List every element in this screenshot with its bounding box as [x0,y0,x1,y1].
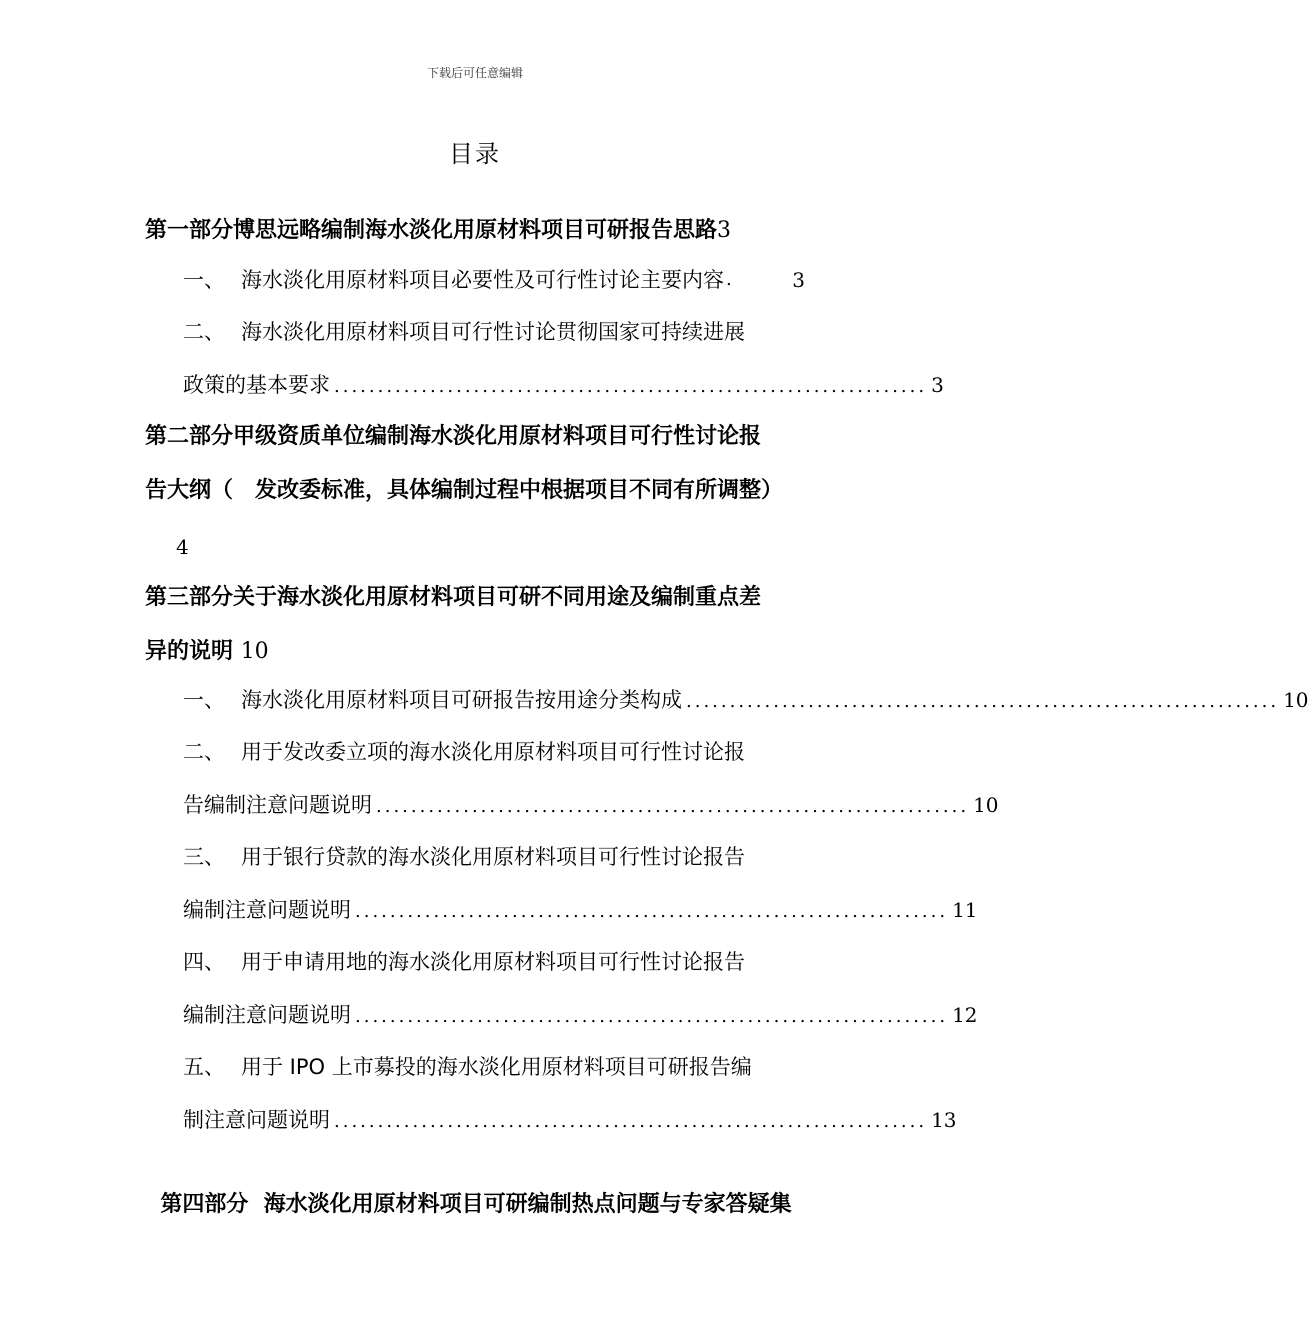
toc-part-3-page: 10 [240,639,269,664]
toc-item-3-3-number: 三、 [183,845,225,869]
toc-part-3-line1: 第三部分关于海水淡化用原材料项目可研不同用途及编制重点差 [145,585,762,610]
toc-item-3-2-cont-text: 告编制注意问题说明 [183,793,372,817]
toc-item-3-1-number: 一、 [183,688,225,712]
toc-item-3-3-cont-text: 编制注意问题说明 [183,898,351,922]
toc-item-1-2-text: 海水淡化用原材料项目可行性讨论贯彻国家可持续进展 [241,320,745,344]
toc-item-1-1-leader: . [726,269,732,290]
toc-item-3-4[interactable] [183,946,805,978]
toc-item-3-5-number: 五、 [183,1055,225,1079]
toc-item-3-4-page: 12 [952,1003,978,1027]
toc-dot-leader: .................................................................... [355,901,949,922]
toc-item-3-5-cont[interactable] [183,1104,957,1136]
toc-item-3-1-page: 10 [1283,688,1309,712]
toc-item-1-2-page: 3 [931,373,944,397]
toc-item-1-1-number: 一、 [183,268,225,292]
toc-item-3-3-text: 用于银行贷款的海水淡化用原材料项目可行性讨论报告 [241,845,745,869]
toc-item-3-2-text: 用于发改委立项的海水淡化用原材料项目可行性讨论报 [241,740,745,764]
toc-item-3-4-text: 用于申请用地的海水淡化用原材料项目可行性讨论报告 [241,950,745,974]
toc-dot-leader: .................................................................... [355,1006,949,1027]
toc-part-2-line2-text: 告大纲（ 发改委标准，具体编制过程中根据项目不同有所调整） [145,478,784,503]
toc-item-3-4-cont[interactable] [183,999,978,1031]
toc-item-1-1-text: 海水淡化用原材料项目必要性及可行性讨论主要内容 [241,268,724,292]
toc-dot-leader: .................................................................... [376,796,970,817]
toc-part-1-text: 第一部分博思远略编制海水淡化用原材料项目可研报告思路 [145,218,718,243]
toc-item-3-2[interactable] [183,736,805,768]
toc-part-2-line1: 第二部分甲级资质单位编制海水淡化用原材料项目可行性讨论报 [145,424,762,449]
toc-item-3-3-page: 11 [952,898,978,922]
toc-item-3-5-page: 13 [931,1108,957,1132]
toc-part-3-line2-text: 异的说明 [145,639,234,664]
toc-item-3-1[interactable] [183,684,1309,716]
toc-item-3-1-text: 海水淡化用原材料项目可研报告按用途分类构成 [241,688,682,712]
toc-item-3-5-text: 用于 IPO 上市募投的海水淡化用原材料项目可研报告编 [241,1055,752,1079]
toc-item-3-3-cont[interactable] [183,894,978,926]
toc-item-1-1[interactable] [183,264,805,296]
toc-part-2-page: 4 [176,535,189,559]
toc-item-1-2-cont[interactable] [183,369,944,401]
toc-item-3-5-cont-text: 制注意问题说明 [183,1108,330,1132]
toc-item-1-1-page: 3 [792,268,805,292]
toc-part-3-line2[interactable] [145,635,805,669]
toc-part-4-text: 第四部分 海水淡化用原材料项目可研编制热点问题与专家答疑集 [160,1192,792,1217]
toc-part-1[interactable] [145,214,805,248]
toc-item-3-4-number: 四、 [183,950,225,974]
toc-item-1-2-number: 二、 [183,320,225,344]
toc-title: 目录 [449,140,501,168]
toc-item-3-5[interactable] [183,1051,805,1083]
toc-part-2-line2[interactable] [145,474,805,508]
toc-part-4[interactable] [145,1154,805,1217]
toc-part-1-page: 3 [717,218,732,243]
toc-item-3-4-cont-text: 编制注意问题说明 [183,1003,351,1027]
toc-item-3-2-number: 二、 [183,740,225,764]
toc-item-3-2-page: 10 [973,793,999,817]
toc-part-3[interactable] [145,581,805,615]
toc-dot-leader: .................................................................... [334,1111,928,1132]
toc-item-3-2-cont[interactable] [183,789,999,821]
toc-dot-leader: .................................................................... [686,691,1280,712]
header-note: 下载后可任意编辑 [426,66,523,80]
toc-item-1-2-cont-text: 政策的基本要求 [183,373,330,397]
toc-item-3-3[interactable] [183,841,805,873]
toc-item-1-2[interactable] [183,316,805,348]
toc-dot-leader: .................................................................... [334,376,928,397]
toc-part-2[interactable] [145,420,805,454]
